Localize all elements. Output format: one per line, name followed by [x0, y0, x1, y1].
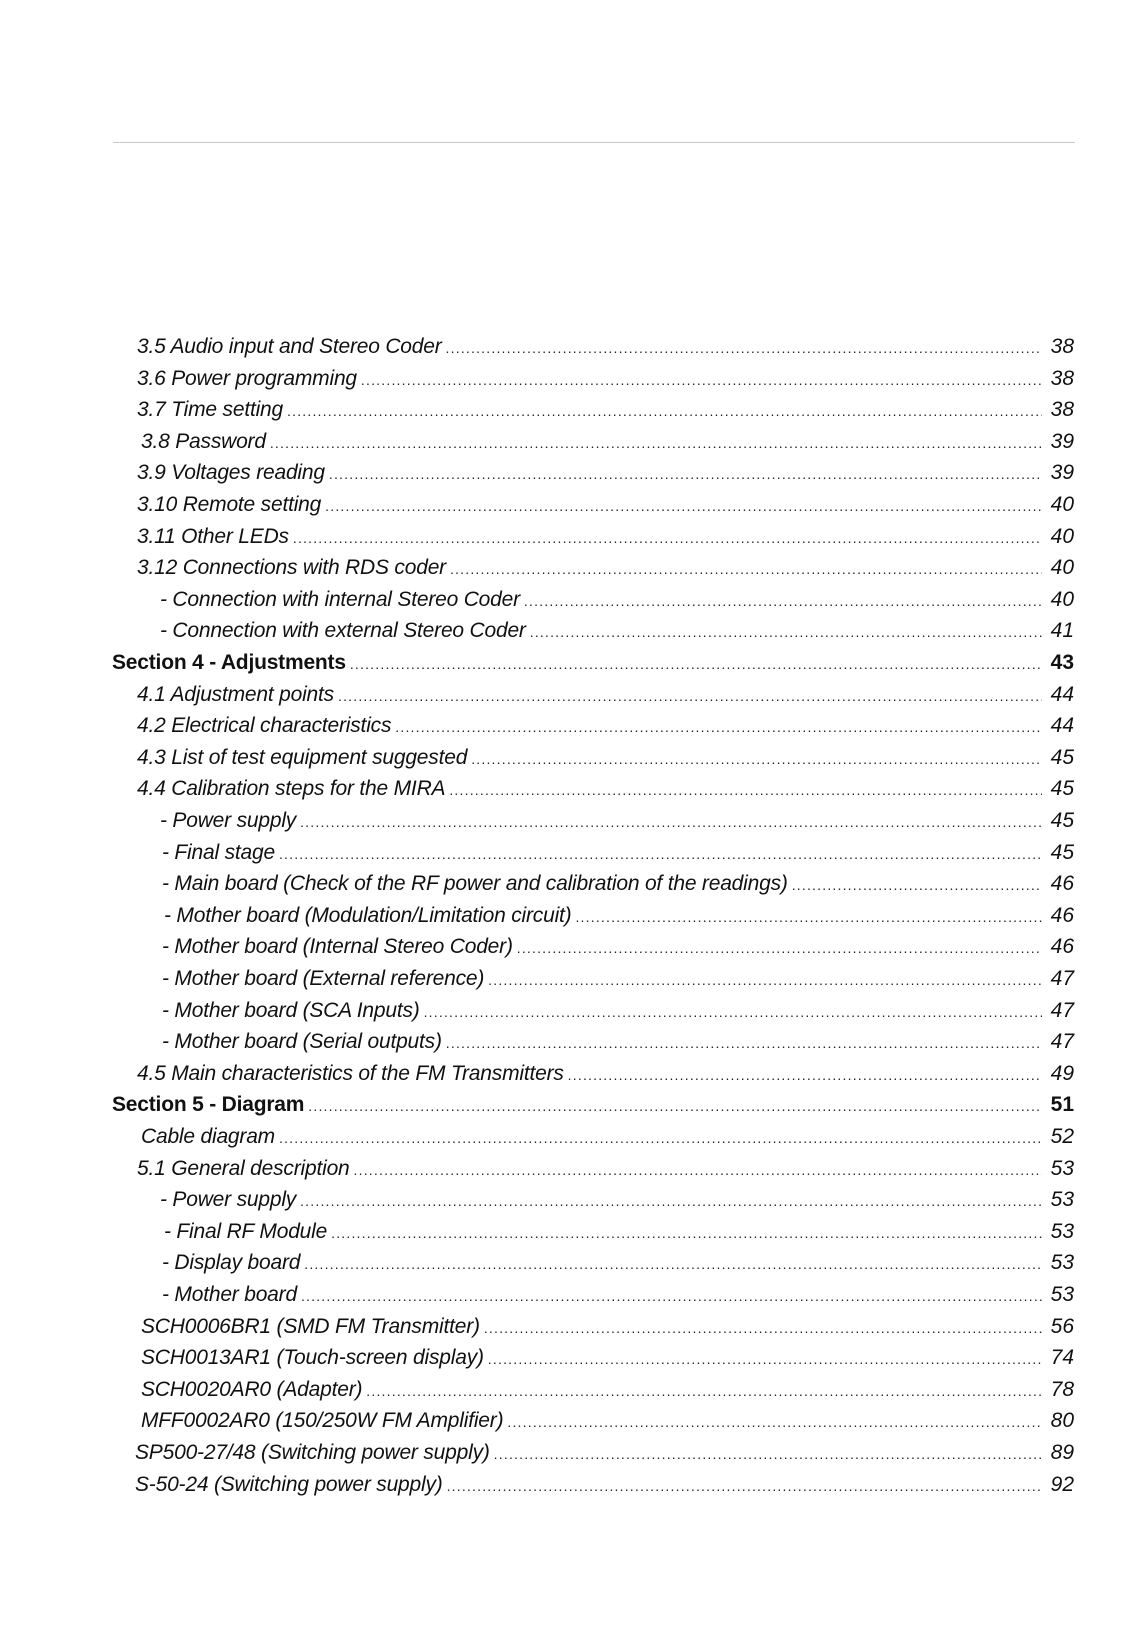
dot-leader — [301, 1281, 1042, 1311]
toc-entry-page: 49 — [1050, 1061, 1074, 1085]
toc-entry-label: 3.8 Password — [141, 429, 266, 453]
toc-entry — [160, 585, 1074, 615]
toc-entry-page: 78 — [1050, 1377, 1074, 1401]
toc-entry-label: Cable diagram — [141, 1125, 275, 1148]
dot-leader — [446, 333, 1042, 363]
toc-entry-label: - Display board — [162, 1251, 301, 1275]
toc-entry-label: SCH0020AR0 (Adapter) — [141, 1377, 363, 1401]
toc-entry — [164, 1217, 1074, 1247]
toc-entry-label: SCH0013AR1 (Touch-screen display) — [141, 1346, 484, 1370]
toc-entry — [137, 395, 1074, 425]
toc-entry-page: 45 — [1050, 840, 1074, 864]
toc-entry-page: 74 — [1050, 1346, 1074, 1370]
toc-entry-label: - Final stage — [162, 840, 275, 864]
toc-entry-label: 3.6 Power programming — [137, 366, 357, 390]
toc-entry-label: - Main board (Check of the RF power and calibration of the readings) — [162, 872, 788, 896]
dot-leader — [300, 807, 1042, 837]
toc-entry-page: 38 — [1050, 366, 1074, 390]
toc-entry — [141, 1122, 1074, 1152]
dot-leader — [331, 1218, 1042, 1248]
dot-leader — [484, 1313, 1042, 1343]
toc-entry-page: 53 — [1050, 1188, 1074, 1212]
toc-entry-page: 40 — [1050, 493, 1074, 516]
toc-entry — [141, 427, 1074, 457]
dot-leader — [530, 617, 1042, 647]
toc-entry-label: - Connection with internal Stereo Coder — [160, 587, 520, 611]
toc-entry — [162, 1248, 1074, 1278]
toc-entry-page: 47 — [1050, 1030, 1074, 1054]
toc-entry-page: 45 — [1050, 777, 1074, 801]
toc-entry-label: 3.10 Remote setting — [137, 493, 322, 516]
toc-entry-page: 52 — [1050, 1125, 1074, 1148]
toc-entry-label: - Final RF Module — [164, 1219, 328, 1243]
toc-entry — [137, 553, 1074, 583]
toc-entry — [137, 1059, 1074, 1089]
dot-leader — [361, 365, 1042, 395]
toc-entry-label: 4.4 Calibration steps for the MIRA — [137, 777, 446, 801]
dot-leader — [338, 681, 1042, 711]
toc-entry-page: 43 — [1050, 651, 1074, 674]
toc-entry-label: 3.5 Audio input and Stereo Coder — [137, 335, 442, 358]
dot-leader — [507, 1407, 1042, 1437]
dot-leader — [366, 1376, 1042, 1406]
toc-entry-label: 4.3 List of test equipment suggested — [137, 745, 468, 769]
dot-leader — [471, 744, 1042, 774]
dot-leader — [488, 965, 1042, 995]
toc-entry — [137, 458, 1074, 488]
dot-leader — [350, 649, 1042, 679]
dot-leader — [575, 902, 1042, 932]
dot-leader — [279, 839, 1042, 869]
dot-leader — [447, 1471, 1042, 1501]
toc-entry — [137, 522, 1074, 552]
toc-entry-label: - Mother board (Modulation/Limitation circuit) — [164, 903, 572, 927]
dot-leader — [270, 428, 1042, 458]
toc-entry-page: 53 — [1050, 1156, 1074, 1180]
toc-entry-page: 92 — [1050, 1472, 1074, 1496]
toc-entry-label: MFF0002AR0 (150/250W FM Amplifier) — [141, 1409, 504, 1433]
toc-entry-label: 4.5 Main characteristics of the FM Transmitters — [137, 1061, 564, 1085]
dot-leader — [517, 933, 1042, 963]
dot-leader — [325, 491, 1042, 521]
toc-entry-page: 40 — [1050, 556, 1074, 580]
toc-entry-page: 51 — [1050, 1093, 1074, 1117]
toc-entry-page: 53 — [1050, 1283, 1074, 1306]
toc-entry — [137, 490, 1074, 520]
dot-leader — [304, 1249, 1042, 1279]
toc-entry — [141, 1406, 1074, 1436]
dot-leader — [449, 775, 1042, 805]
dot-leader — [568, 1060, 1042, 1090]
toc-entry — [141, 1312, 1074, 1342]
toc-entry-label: - Mother board (Internal Stereo Coder) — [162, 935, 513, 959]
dot-leader — [300, 1186, 1042, 1216]
toc-entry-page: 40 — [1050, 524, 1074, 548]
toc-entry-page: 53 — [1050, 1219, 1074, 1243]
toc-entry-page: 53 — [1050, 1251, 1074, 1275]
toc-entry-page: 47 — [1050, 998, 1074, 1022]
toc-entry-label: 3.12 Connections with RDS coder — [137, 556, 446, 580]
dot-leader — [524, 586, 1042, 616]
toc-entry-page: 45 — [1050, 745, 1074, 769]
dot-leader — [450, 554, 1042, 584]
toc-entry — [162, 964, 1074, 994]
toc-entry-page: 44 — [1050, 682, 1074, 706]
toc-entry — [162, 838, 1074, 868]
toc-entry — [135, 1470, 1074, 1500]
toc-entry — [162, 1280, 1074, 1310]
toc-entry — [164, 901, 1074, 931]
toc-entry-label: SCH0006BR1 (SMD FM Transmitter) — [141, 1314, 480, 1338]
toc-entry-page: 45 — [1050, 809, 1074, 832]
dot-leader — [308, 1091, 1042, 1121]
toc-entry-page: 47 — [1050, 967, 1074, 990]
toc-entry-label: 4.1 Adjustment points — [137, 682, 334, 706]
toc-entry — [137, 743, 1074, 773]
toc-entry-page: 39 — [1050, 429, 1074, 453]
toc-entry-label: 3.9 Voltages reading — [137, 461, 325, 485]
dot-leader — [279, 1123, 1042, 1153]
dot-leader — [329, 459, 1042, 489]
dot-leader — [395, 712, 1042, 742]
toc-entry — [135, 1438, 1074, 1468]
toc-entry-page: 39 — [1050, 461, 1074, 485]
toc-entry — [162, 869, 1074, 899]
toc-section-entry — [112, 1090, 1074, 1120]
dot-leader — [446, 1028, 1042, 1058]
toc-entry-label: Section 5 - Diagram — [112, 1093, 305, 1117]
toc-entry — [137, 680, 1074, 710]
toc-entry-page: 44 — [1050, 714, 1074, 738]
toc-entry — [137, 1154, 1074, 1184]
toc-entry-label: - Mother board (External reference) — [162, 967, 485, 990]
toc-entry-label: - Mother board — [162, 1283, 297, 1306]
toc-entry-label: - Mother board (SCA Inputs) — [162, 998, 420, 1022]
toc-entry-label: Section 4 - Adjustments — [112, 651, 346, 674]
toc-entry-label: 3.11 Other LEDs — [137, 524, 289, 548]
toc-entry-label: - Mother board (Serial outputs) — [162, 1030, 442, 1054]
toc-entry-page: 56 — [1050, 1314, 1074, 1338]
toc-entry — [137, 332, 1074, 362]
toc-entry-page: 46 — [1050, 903, 1074, 927]
toc-entry-page: 38 — [1050, 398, 1074, 422]
toc-entry — [160, 616, 1074, 646]
toc-entry-label: 3.7 Time setting — [137, 398, 284, 422]
toc-entry-label: 4.2 Electrical characteristics — [137, 714, 392, 738]
dot-leader — [354, 1155, 1042, 1185]
toc-entry-label: 5.1 General description — [137, 1156, 350, 1180]
toc-entry-label: SP500-27/48 (Switching power supply) — [135, 1441, 490, 1464]
toc-entry — [160, 806, 1074, 836]
toc-entry-label: - Power supply — [160, 1188, 297, 1212]
toc-entry — [137, 711, 1074, 741]
toc-entry — [137, 774, 1074, 804]
toc-entry — [137, 364, 1074, 394]
toc-entry-page: 46 — [1050, 872, 1074, 896]
dot-leader — [293, 523, 1042, 553]
toc-entry-label: - Connection with external Stereo Coder — [160, 619, 526, 643]
toc-entry — [162, 1027, 1074, 1057]
toc-section-entry — [112, 648, 1074, 678]
toc-entry — [162, 996, 1074, 1026]
toc-entry-page: 80 — [1050, 1409, 1074, 1433]
dot-leader — [287, 396, 1042, 426]
toc-entry-page: 46 — [1050, 935, 1074, 959]
toc-entry-page: 38 — [1050, 335, 1074, 358]
toc-entry — [141, 1375, 1074, 1405]
dot-leader — [488, 1344, 1042, 1374]
toc-entry-page: 41 — [1050, 619, 1074, 643]
toc-entry — [141, 1343, 1074, 1373]
dot-leader — [424, 997, 1042, 1027]
toc-entry-label: - Power supply — [160, 809, 297, 832]
toc-entry — [160, 1185, 1074, 1215]
dot-leader — [494, 1439, 1042, 1469]
dot-leader — [792, 870, 1042, 900]
header-rule — [113, 142, 1075, 143]
toc-entry-page: 89 — [1050, 1441, 1074, 1464]
toc-entry-label: S-50-24 (Switching power supply) — [135, 1472, 443, 1496]
toc-entry — [162, 932, 1074, 962]
toc-entry-page: 40 — [1050, 587, 1074, 611]
